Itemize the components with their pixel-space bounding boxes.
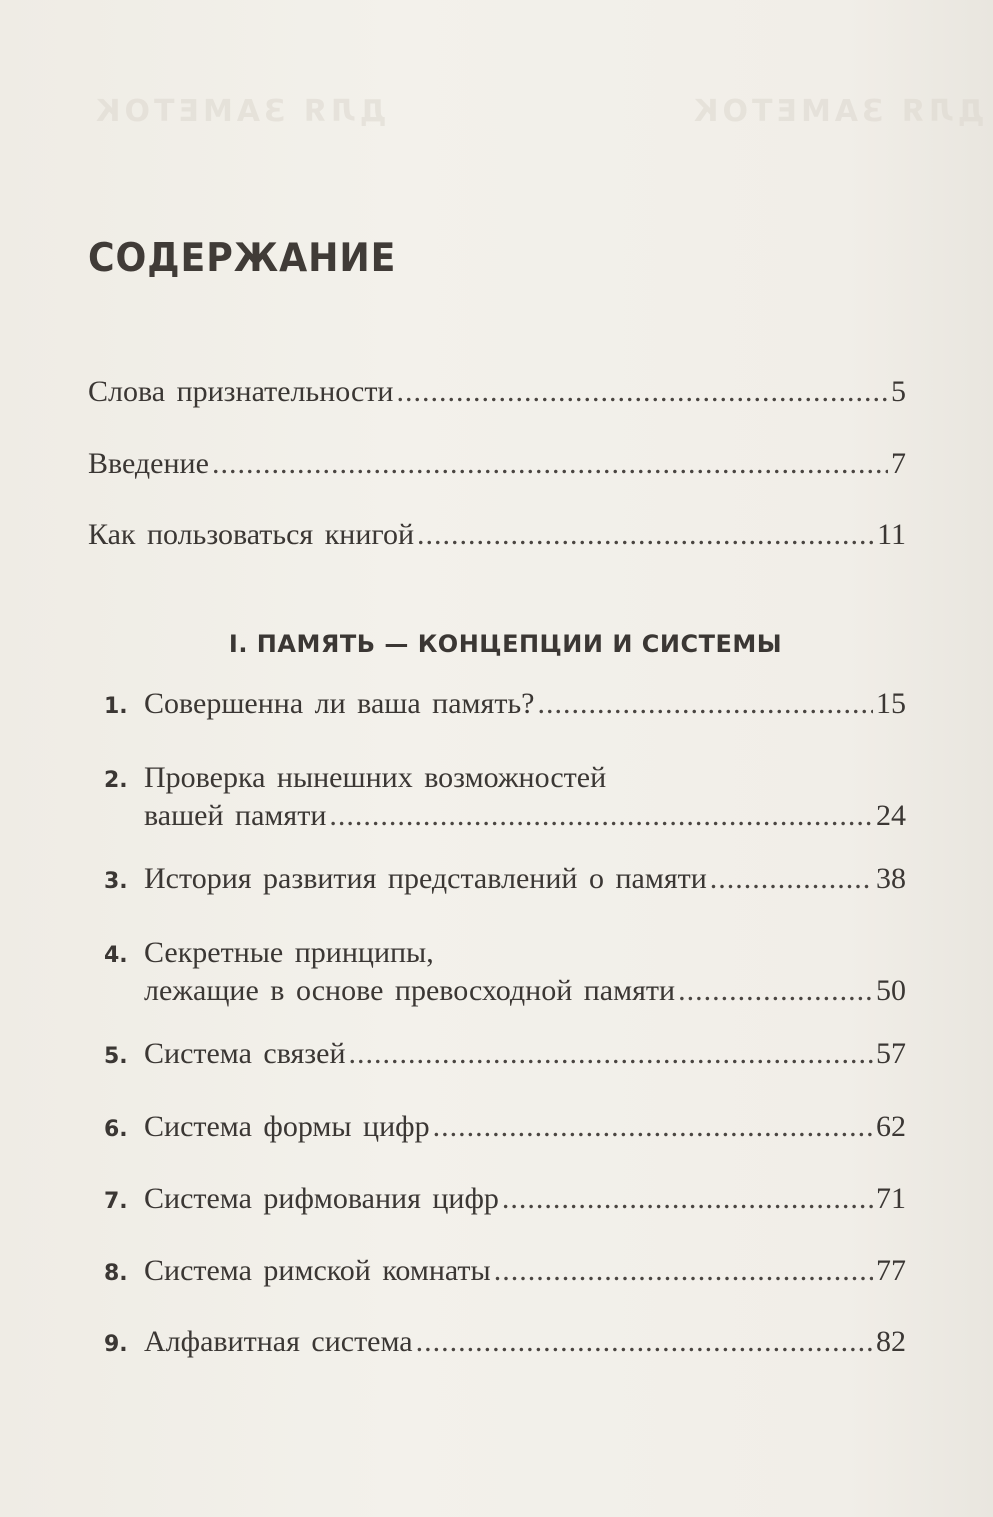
showthrough-header-left: ДЛЯ ЗАМЕТОК — [92, 94, 387, 129]
entry-title: Как пользоваться книгой — [88, 518, 415, 551]
chapter-number: 2. — [104, 768, 128, 793]
chapter-number: 4. — [104, 943, 128, 968]
entry-title-line-1: Проверка нынешних возможностей — [144, 761, 607, 794]
entry-title: Введение — [88, 447, 209, 480]
toc-chapter-6[interactable] — [104, 1109, 906, 1147]
toc-chapter-5[interactable] — [104, 1036, 906, 1074]
dot-leader — [349, 1036, 873, 1071]
dot-leader — [417, 517, 874, 552]
page-number: 24 — [876, 799, 906, 832]
page-number: 82 — [876, 1325, 906, 1358]
toc-chapter-9[interactable] — [104, 1324, 906, 1362]
entry-title-line-2: вашей памяти — [144, 799, 327, 832]
chapter-number: 7. — [104, 1189, 128, 1214]
entry-title: Система римской комнаты — [144, 1254, 491, 1287]
chapter-number: 8. — [104, 1261, 128, 1286]
toc-chapter-3[interactable] — [104, 861, 906, 899]
section-heading: I. ПАМЯТЬ — КОНЦЕПЦИИ И СИСТЕМЫ — [228, 630, 783, 658]
toc-entry-acknowledgements[interactable] — [88, 374, 906, 409]
page-number: 77 — [876, 1254, 906, 1287]
entry-title: История развития представлений о памяти — [144, 862, 707, 895]
toc-chapter-7[interactable] — [104, 1181, 906, 1219]
page-number: 15 — [876, 687, 906, 720]
page-number: 71 — [876, 1182, 906, 1215]
dot-leader — [396, 374, 888, 409]
page-number: 5 — [891, 375, 906, 408]
page-number: 50 — [876, 974, 906, 1007]
dot-leader — [537, 686, 873, 721]
toc-entry-introduction[interactable] — [88, 446, 906, 481]
entry-title: Система формы цифр — [144, 1110, 430, 1143]
toc-entry-how-to-use[interactable] — [88, 517, 906, 552]
chapter-number: 9. — [104, 1332, 128, 1357]
entry-title-line-1: Секретные принципы, — [144, 936, 434, 969]
entry-title: Слова признательности — [88, 375, 394, 408]
entry-title-line-2: лежащие в основе превосходной памяти — [144, 974, 676, 1007]
page-number: 57 — [876, 1037, 906, 1070]
toc-chapter-4[interactable] — [104, 935, 906, 1008]
chapter-number: 6. — [104, 1117, 128, 1142]
entry-title: Алфавитная система — [144, 1325, 413, 1358]
page-number: 62 — [876, 1110, 906, 1143]
toc-chapter-8[interactable] — [104, 1253, 906, 1291]
page-number: 38 — [876, 862, 906, 895]
chapter-number: 5. — [104, 1044, 128, 1069]
toc-title: СОДЕРЖАНИЕ — [88, 236, 397, 281]
entry-title: Совершенна ли ваша память? — [144, 687, 535, 720]
dot-leader — [502, 1181, 873, 1216]
toc-chapter-2[interactable] — [104, 760, 906, 833]
dot-leader — [433, 1109, 873, 1144]
chapter-number: 3. — [104, 869, 128, 894]
page-number: 11 — [877, 518, 906, 551]
entry-title: Система рифмования цифр — [144, 1182, 499, 1215]
dot-leader — [329, 798, 873, 833]
dot-leader — [212, 446, 888, 481]
page-number: 7 — [891, 447, 906, 480]
dot-leader — [710, 861, 873, 896]
showthrough-header-right: ДЛЯ ЗАМЕТОК — [690, 94, 985, 129]
dot-leader — [416, 1324, 873, 1359]
chapter-number: 1. — [104, 694, 128, 719]
dot-leader — [678, 973, 873, 1008]
dot-leader — [494, 1253, 873, 1288]
entry-title: Система связей — [144, 1037, 346, 1070]
toc-chapter-1[interactable] — [104, 686, 906, 724]
